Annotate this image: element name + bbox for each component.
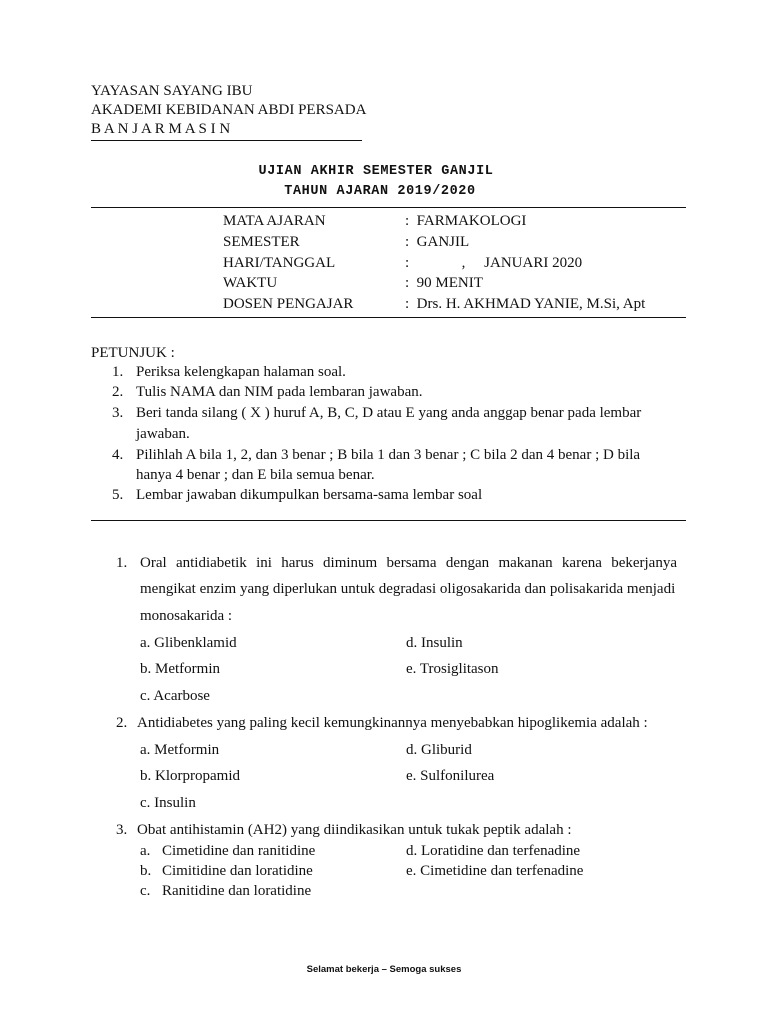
answer-option[interactable]: e. Sulfonilurea <box>406 768 495 784</box>
info-bottom-rule <box>91 317 686 318</box>
instruction-text: hanya 4 benar ; dan E bila semua benar. <box>136 467 375 483</box>
info-label: SEMESTER <box>223 234 300 250</box>
question-number: 3. <box>116 822 128 838</box>
academy-name: AKADEMI KEBIDANAN ABDI PERSADA <box>91 102 367 118</box>
instruction-number: 4. <box>112 447 124 463</box>
info-top-rule <box>91 207 686 208</box>
answer-option[interactable]: Cimetidine dan ranitidine <box>162 843 316 859</box>
instructions-heading: PETUNJUK : <box>91 345 175 361</box>
instruction-text: Tulis NAMA dan NIM pada lembaran jawaban. <box>136 384 423 400</box>
question-text: Obat antihistamin (AH2) yang diindikasikan untuk tukak peptik adalah : <box>137 822 572 838</box>
info-label: WAKTU <box>223 275 278 291</box>
answer-option[interactable]: Ranitidine dan loratidine <box>162 883 312 899</box>
answer-option[interactable]: e. Trosiglitason <box>406 661 499 677</box>
answer-option[interactable]: a. Glibenklamid <box>140 635 237 651</box>
instruction-text: Lembar jawaban dikumpulkan bersama-sama lembar soal <box>136 487 483 503</box>
answer-option[interactable]: a. Metformin <box>140 742 220 758</box>
instructions-bottom-rule <box>91 520 686 521</box>
question-text: Oral antidiabetik ini harus diminum bersama dengan makanan karena bekerjanya <box>140 555 677 571</box>
answer-option[interactable]: d. Gliburid <box>406 742 472 758</box>
question-number: 2. <box>116 715 128 731</box>
answer-option[interactable]: Cimitidine dan loratidine <box>162 863 313 879</box>
answer-option[interactable]: c. Insulin <box>140 795 196 811</box>
exam-year: TAHUN AJARAN 2019/2020 <box>284 184 476 199</box>
header-underline <box>91 140 362 141</box>
info-label: MATA AJARAN <box>223 213 326 229</box>
instruction-text: jawaban. <box>136 426 190 442</box>
institution-name: YAYASAN SAYANG IBU <box>91 83 253 99</box>
footer-message: Selamat bekerja – Semoga sukses <box>306 964 462 975</box>
info-value: : , JANUARI 2020 <box>405 255 583 271</box>
info-value: : GANJIL <box>405 234 470 250</box>
answer-option-letter: a. <box>140 843 151 859</box>
answer-option-letter: b. <box>140 863 152 879</box>
instruction-text: Pilihlah A bila 1, 2, dan 3 benar ; B bila 1 dan 3 benar ; C bila 2 dan 4 benar ; D bila <box>136 447 641 463</box>
instruction-number: 2. <box>112 384 124 400</box>
answer-option[interactable]: b. Metformin <box>140 661 220 677</box>
question-text: monosakarida : <box>140 608 233 624</box>
question-text: Antidiabetes yang paling kecil kemungkinannya menyebabkan hipoglikemia adalah : <box>137 715 648 731</box>
instruction-number: 3. <box>112 405 124 421</box>
answer-option[interactable]: c. Acarbose <box>140 688 210 704</box>
question-number: 1. <box>116 555 128 571</box>
instruction-text: Periksa kelengkapan halaman soal. <box>136 364 346 380</box>
info-label: DOSEN PENGAJAR <box>223 296 354 312</box>
question-text: mengikat enzim yang diperlukan untuk degradasi oligosakarida dan polisakarida menjadi <box>140 581 676 597</box>
instruction-number: 1. <box>112 364 124 380</box>
city-name: B A N J A R M A S I N <box>91 121 231 137</box>
exam-title: UJIAN AKHIR SEMESTER GANJIL <box>258 164 494 179</box>
answer-option[interactable]: d. Insulin <box>406 635 463 651</box>
answer-option-letter: c. <box>140 883 151 899</box>
answer-option[interactable]: d. Loratidine dan terfenadine <box>406 843 581 859</box>
info-value: : 90 MENIT <box>405 275 483 291</box>
answer-option[interactable]: b. Klorpropamid <box>140 768 240 784</box>
info-value: : FARMAKOLOGI <box>405 213 527 229</box>
instruction-text: Beri tanda silang ( X ) huruf A, B, C, D atau E yang anda anggap benar pada lembar <box>136 405 642 421</box>
info-label: HARI/TANGGAL <box>223 255 336 271</box>
instruction-number: 5. <box>112 487 124 503</box>
info-value: : Drs. H. AKHMAD YANIE, M.Si, Apt <box>405 296 646 312</box>
answer-option[interactable]: e. Cimetidine dan terfenadine <box>406 863 584 879</box>
